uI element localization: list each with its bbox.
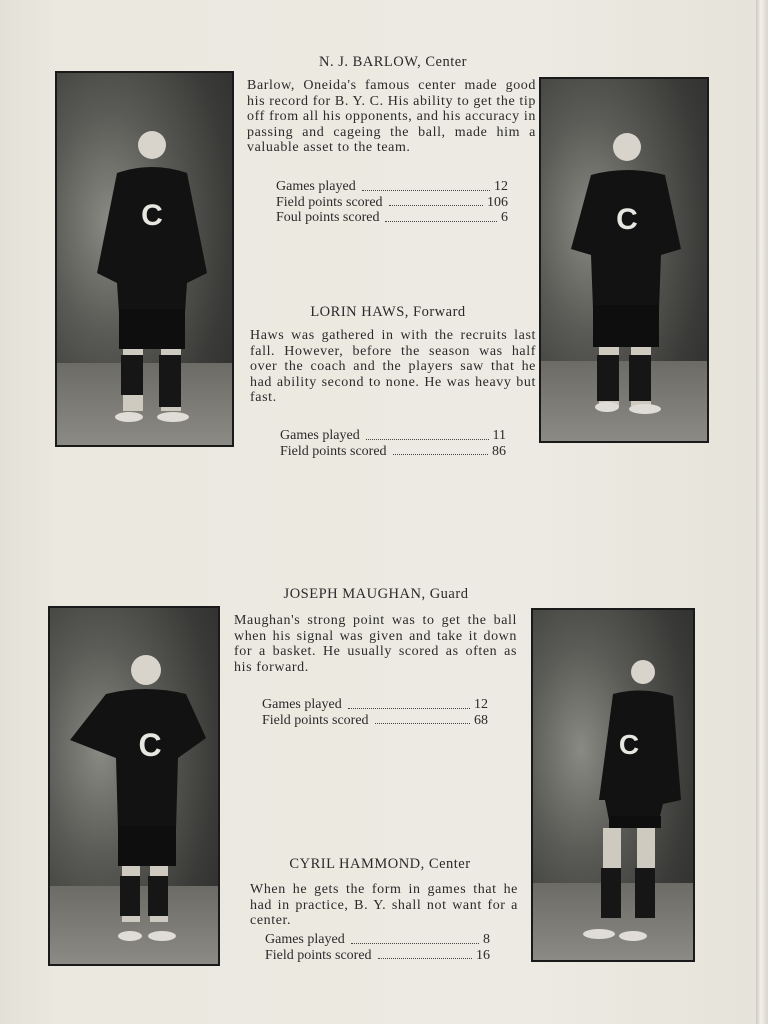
stat-row: Games played 12 (276, 179, 508, 194)
stat-row: Foul points scored 6 (276, 210, 508, 225)
stat-row: Field points scored 16 (265, 947, 490, 963)
stat-row: Field points scored 68 (262, 712, 488, 728)
jersey-letter: C (141, 199, 163, 232)
jersey-letter: C (138, 727, 162, 763)
stat-row: Games played 8 (265, 932, 490, 947)
player-stats-barlow (276, 179, 508, 226)
player-stats-hammond (265, 932, 490, 963)
stat-row: Games played 11 (280, 428, 506, 443)
player-photo-barlow (55, 71, 234, 447)
player-stats-haws (280, 428, 506, 459)
book-spine (756, 0, 768, 1024)
jersey-letter: C (618, 729, 640, 760)
stat-row: Games played 12 (262, 697, 488, 712)
player-photo-haws (539, 77, 709, 443)
jersey-letter: C (616, 203, 638, 236)
player-stats-maughan (262, 697, 488, 728)
player-bio-barlow: Barlow, Oneida's famous center made good his record for B. Y. C. His ability to get the tip off from all his opponents, and his accuracy in passing and cageing the ball, made him a valuable asset to the team. (247, 78, 536, 155)
player-bio-maughan: Maughan's strong point was to get the ball when his signal was given and take it down for a basket. He usually scored as often as his forward. (234, 613, 517, 675)
player-name-hammond: CYRIL HAMMOND, Center (289, 856, 471, 872)
player-name-barlow: N. J. BARLOW, Center (318, 54, 467, 70)
player-name-haws: LORIN HAWS, Forward (310, 304, 466, 320)
player-bio-hammond: When he gets the form in games that he had in practice, B. Y. shall not want for a center. (250, 882, 518, 928)
player-photo-maughan (48, 606, 220, 966)
player-bio-haws: Haws was gathered in with the recruits last fall. However, before the season was half over the coach and the players saw that he had ability second to none. He was heavy but fast. (250, 328, 536, 405)
player-photo-hammond (531, 608, 695, 962)
stat-row: Field points scored 106 (276, 194, 508, 210)
stat-row: Field points scored 86 (280, 443, 506, 459)
player-name-maughan: JOSEPH MAUGHAN, Guard (283, 586, 469, 602)
